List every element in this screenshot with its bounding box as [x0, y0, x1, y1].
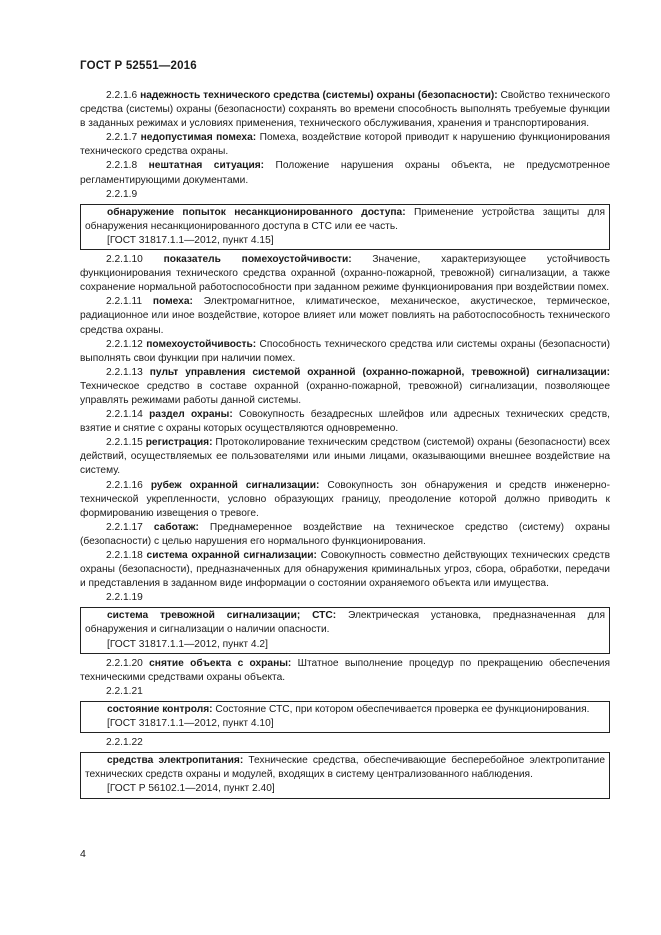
definition-2-2-1-9 — [85, 206, 605, 234]
definition-box-2-2-1-22 — [80, 752, 610, 798]
definition-box-2-2-1-19 — [80, 607, 610, 653]
definition-2-2-1-19 — [85, 609, 605, 637]
definition-text: Технические средства, обеспечивающие бесперебойное электропитание технических средств охраны и модулей, входящих в систему централизованного наблюдения. — [85, 755, 606, 781]
definition-2-2-1-10 — [80, 253, 610, 295]
definition-text: Совокупность безадресных шлейфов или адресных технических средств, взятие и снятие с охраны которых осуществляются одновременно. — [80, 409, 610, 435]
term: состояние контроля: — [107, 703, 213, 715]
definition-text: Штатное выполнение процедур по прекращению обеспечения техническими средствами охраны объекта. — [80, 657, 610, 683]
term: раздел охраны: — [149, 409, 233, 421]
term: нештатная ситуация: — [148, 160, 265, 172]
definition-2-2-1-11 — [80, 295, 610, 337]
definition-text: Состояние СТС, при котором обеспечивается проверка ее функционирования. — [212, 703, 590, 715]
term: помехоустойчивость: — [146, 338, 257, 350]
page-number: 4 — [80, 848, 86, 860]
definition-text: Совокупность совместно действующих технических средств охраны (безопасности), предназначенных для обнаружения криминальных угроз, сбора, обработки, передачи и представления в заданном виде информации о состоянии охраняемого объекта или имущества. — [80, 550, 610, 590]
definition-2-2-1-18 — [80, 549, 610, 591]
definition-text: Преднамеренное воздействие на техническое средство (систему) охраны (безопасности) с целью нарушения его нормального функционирования. — [80, 521, 610, 547]
term: показатель помехоустойчивости: — [163, 254, 352, 266]
term: пульт управления системой охранной (охранно-пожарной, тревожной) сигнализации: — [149, 366, 610, 378]
source-reference: [ГОСТ 31817.1.1—2012, пункт 4.15] — [107, 234, 274, 246]
clause-number: 2.2.1.20 — [106, 657, 143, 669]
definition-text: Положение нарушения охраны объекта, не предусмотренное регламентирующими документами. — [80, 160, 610, 186]
clause-number-2-2-1-19: 2.2.1.19 — [106, 592, 143, 604]
clause-number: 2.2.1.12 — [106, 338, 143, 350]
clause-number: 2.2.1.15 — [106, 437, 143, 449]
definition-2-2-1-8 — [80, 159, 610, 187]
definition-2-2-1-14 — [80, 408, 610, 436]
source-reference: [ГОСТ Р 56102.1—2014, пункт 2.40] — [107, 783, 275, 795]
definition-2-2-1-12 — [80, 338, 610, 366]
term: рубеж охранной сигнализации: — [150, 479, 320, 491]
definition-2-2-1-6 — [80, 89, 610, 131]
definition-text: Техническое средство в составе охранной (охранно-пожарной, тревожной) сигнализации, позволяющее управлять режимами работы данной системы. — [80, 380, 610, 406]
definition-text: Помеха, воздействие которой приводит к нарушению функционирования технического средства охраны. — [80, 132, 610, 158]
clause-number: 2.2.1.6 — [106, 90, 138, 101]
clause-number: 2.2.1.10 — [106, 254, 143, 266]
definition-text: Электрическая установка, предназначенная для обнаружения и сигнализации о наличии опасности. — [85, 610, 605, 636]
term: надежность технического средства (системы) охраны (безопасности): — [140, 90, 498, 101]
definition-text: Значение, характеризующее устойчивость функционирования технического средства охранной (охранно-пожарной, тревожной) сигнализации, а также сохранение нормальной работоспособности при заданном режиме функционирования при воздействии помех. — [80, 254, 610, 294]
definition-2-2-1-21 — [85, 703, 605, 717]
clause-number: 2.2.1.18 — [106, 550, 143, 561]
term: помеха: — [152, 296, 193, 308]
term: снятие объекта с охраны: — [149, 657, 292, 669]
definition-2-2-1-7 — [80, 131, 610, 159]
term: обнаружение попыток несанкционированного доступа: — [107, 206, 406, 218]
definition-text: Способность технического средства или системы охраны (безопасности) выполнять свои функции при наличии помех. — [80, 338, 610, 364]
clause-number: 2.2.1.8 — [106, 160, 138, 172]
definition-2-2-1-13 — [80, 366, 610, 408]
definition-text: Свойство технического средства (системы) охраны (безопасности) сохранять во времени способность выполнять требуемые функции в заданных режимах и условиях применения, технического обслуживания, хранения и транспортирования. — [80, 90, 611, 130]
definition-box-2-2-1-21 — [80, 701, 610, 733]
definition-2-2-1-15 — [80, 436, 610, 478]
clause-number-2-2-1-9: 2.2.1.9 — [106, 188, 138, 200]
clause-number: 2.2.1.7 — [106, 132, 138, 144]
definition-box-2-2-1-9 — [80, 204, 610, 250]
term: регистрация: — [145, 437, 213, 449]
standard-header: ГОСТ Р 52551—2016 — [80, 60, 197, 72]
definition-text: Электромагнитное, климатическое, механическое, акустическое, термическое, радиационное или иное воздействие, которое влияет или может повлиять на работоспособность технического средства охраны. — [80, 296, 610, 336]
definition-2-2-1-17 — [80, 521, 610, 549]
definition-text: Совокупность зон обнаружения и средств инженерно-технической укрепленности, условно образующих границу, преодоление которой должно приводить к формированию извещения о тревоге. — [80, 479, 610, 519]
term: средства электропитания: — [107, 755, 244, 767]
source-reference: [ГОСТ 31817.1.1—2012, пункт 4.10] — [107, 718, 274, 730]
clause-number: 2.2.1.16 — [106, 479, 143, 491]
term: саботаж: — [153, 521, 199, 533]
term: система тревожной сигнализации; СТС: — [107, 610, 337, 622]
clause-number: 2.2.1.14 — [106, 409, 143, 421]
definition-2-2-1-16 — [80, 479, 610, 521]
definition-2-2-1-22 — [85, 754, 605, 782]
definition-text: Применение устройства защиты для обнаружения несанкционированного доступа в СТС или ее часть. — [85, 206, 606, 232]
definition-2-2-1-20 — [80, 657, 610, 685]
clause-number-2-2-1-21: 2.2.1.21 — [106, 685, 143, 697]
definitions-body — [80, 89, 610, 802]
clause-number-2-2-1-22: 2.2.1.22 — [106, 737, 143, 749]
clause-number: 2.2.1.11 — [106, 296, 143, 308]
source-reference: [ГОСТ 31817.1.1—2012, пункт 4.2] — [107, 638, 268, 650]
term: система охранной сигнализации: — [146, 550, 317, 561]
term: недопустимая помеха: — [140, 132, 257, 144]
definition-text: Протоколирование техническим средством (системой) охраны (безопасности) всех действий, осуществляемых ее пользователями или иными лицами, оказывающими внешнее воздействие на систему. — [80, 437, 610, 477]
clause-number: 2.2.1.17 — [106, 521, 143, 533]
clause-number: 2.2.1.13 — [106, 366, 143, 378]
